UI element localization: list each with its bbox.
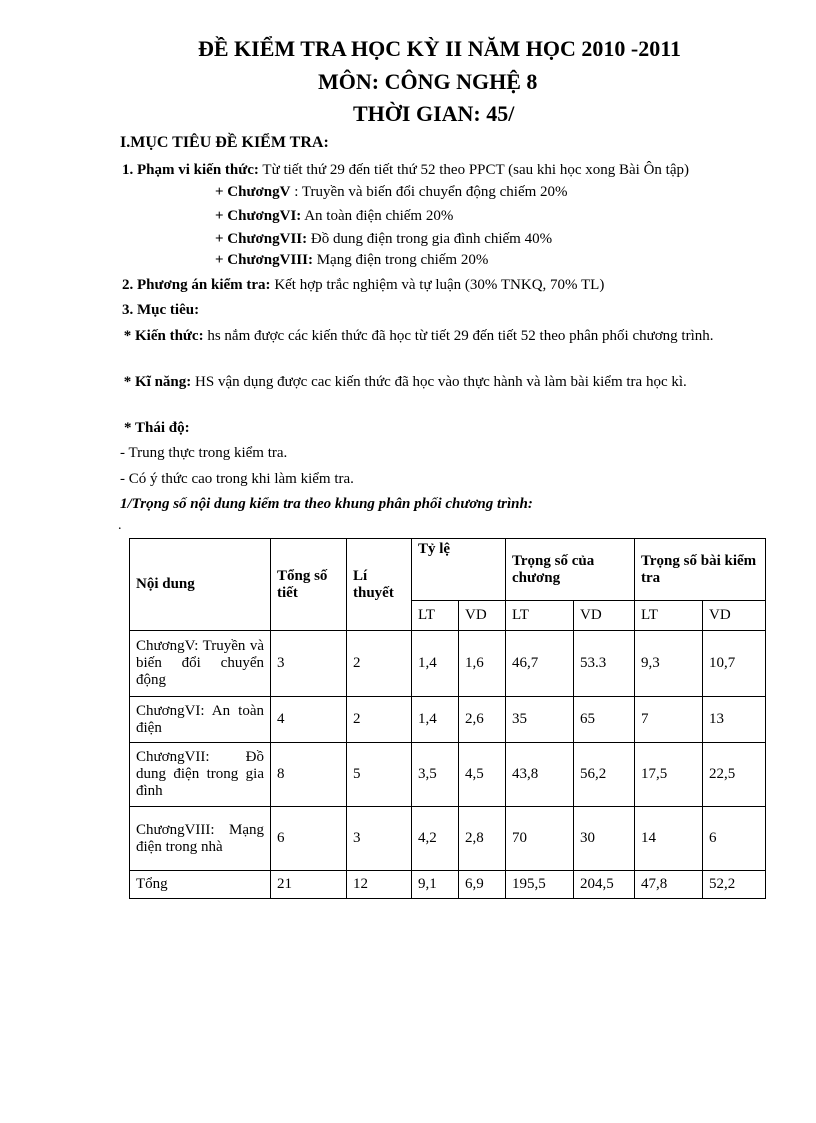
- row-cell: 46,7: [506, 631, 574, 697]
- header-vd: VD: [574, 601, 635, 631]
- scope-label: 1. Phạm vi kiến thức:: [122, 162, 259, 178]
- row-cell: 3: [271, 631, 347, 697]
- table-row: [130, 871, 766, 899]
- skills-label: * Kĩ năng:: [123, 374, 192, 390]
- row-cell: 1,4: [412, 631, 459, 697]
- skills-text: HS vận dụng được cac kiến thức đã học vào thực hành và làm bài kiểm tra học kì.: [191, 374, 687, 390]
- table-row: [130, 631, 766, 697]
- chapter6-text: An toàn điện chiếm 20%: [301, 208, 454, 224]
- header-tong-so: Tổng số tiết: [271, 539, 347, 631]
- chapter5-text: : Truyền và biến đổi chuyển động chiếm 20%: [290, 184, 568, 200]
- row-cell: 2,8: [459, 807, 506, 871]
- method-text: Kết hợp trắc nghiệm và tự luận (30% TNKQ, 70% TL): [270, 277, 605, 293]
- row-name: ChươngVI: An toàn điện: [130, 697, 271, 743]
- row-cell: 13: [703, 697, 766, 743]
- header-trong-so-chuong: Trọng số của chương: [506, 539, 635, 601]
- row-cell: 35: [506, 697, 574, 743]
- header-vd: VD: [459, 601, 506, 631]
- header-lt: LT: [412, 601, 459, 631]
- row-cell: 195,5: [506, 871, 574, 899]
- chapter7-label: + ChươngVII:: [215, 231, 308, 247]
- knowledge-label: * Kiến thức:: [123, 328, 204, 344]
- scope-paragraph: [122, 160, 756, 180]
- skills-paragraph: [120, 372, 756, 392]
- row-cell: 56,2: [574, 743, 635, 807]
- row-cell: 47,8: [635, 871, 703, 899]
- row-cell: 4,5: [459, 743, 506, 807]
- row-cell: 9,1: [412, 871, 459, 899]
- chapter7-line: [215, 229, 552, 249]
- table-row: [130, 807, 766, 871]
- row-cell: 14: [635, 807, 703, 871]
- header-ty-le: Tỷ lệ: [412, 539, 506, 601]
- row-cell: 2,6: [459, 697, 506, 743]
- chapter8-line: [215, 250, 488, 270]
- row-cell: 53.3: [574, 631, 635, 697]
- row-cell: 8: [271, 743, 347, 807]
- row-cell: 5: [347, 743, 412, 807]
- header-lt: LT: [506, 601, 574, 631]
- chapter6-line: [215, 206, 453, 226]
- row-cell: 6: [271, 807, 347, 871]
- chapter5-label: + ChươngV: [215, 184, 291, 200]
- row-cell: 52,2: [703, 871, 766, 899]
- chapter7-text: Đồ dung điện trong gia đình chiếm 40%: [307, 231, 553, 247]
- method-label: 2. Phương án kiểm tra:: [122, 277, 271, 293]
- row-name: Tổng: [130, 871, 271, 899]
- row-cell: 43,8: [506, 743, 574, 807]
- row-cell: 7: [635, 697, 703, 743]
- doc-title-line3: THỜI GIAN: 45/: [353, 101, 515, 126]
- header-li-thuyet: Lí thuyết: [347, 539, 412, 631]
- subsection-title: 1/Trọng số nội dung kiểm tra theo khung phân phối chương trình:: [120, 496, 533, 512]
- row-cell: 6,9: [459, 871, 506, 899]
- chapter5-line: [215, 182, 568, 202]
- row-cell: 22,5: [703, 743, 766, 807]
- row-cell: 12: [347, 871, 412, 899]
- row-cell: 65: [574, 697, 635, 743]
- row-cell: 2: [347, 631, 412, 697]
- row-cell: 9,3: [635, 631, 703, 697]
- row-cell: 10,7: [703, 631, 766, 697]
- attitude-item-2: - Có ý thức cao trong khi làm kiểm tra.: [120, 471, 354, 487]
- objectives-heading: 3. Mục tiêu:: [122, 302, 200, 318]
- row-cell: 30: [574, 807, 635, 871]
- row-name: ChươngVII: Đồ dung điện trong gia đình: [130, 743, 271, 807]
- row-cell: 1,6: [459, 631, 506, 697]
- attitude-heading: * Thái độ:: [124, 420, 190, 436]
- knowledge-text: hs nắm được các kiến thức đã học từ tiết 29 đến tiết 52 theo phân phối chương trình.: [203, 328, 714, 344]
- scope-text: Từ tiết thứ 29 đến tiết thứ 52 theo PPCT (sau khi học xong Bài Ôn tập): [258, 162, 689, 178]
- chapter8-label: + ChươngVIII:: [215, 252, 313, 268]
- row-cell: 17,5: [635, 743, 703, 807]
- section-title: I.MỤC TIÊU ĐỀ KIỂM TRA:: [120, 134, 329, 151]
- stray-dot: .: [118, 518, 122, 533]
- doc-title-line2: MÔN: CÔNG NGHỆ 8: [318, 69, 538, 94]
- row-cell: 70: [506, 807, 574, 871]
- chapter8-text: Mạng điện trong chiếm 20%: [312, 252, 489, 268]
- doc-title-line1: ĐỀ KIỂM TRA HỌC KỲ II NĂM HỌC 2010 -2011: [198, 36, 682, 61]
- method-line: [122, 275, 604, 295]
- weight-table: [129, 538, 766, 899]
- row-cell: 204,5: [574, 871, 635, 899]
- row-name: ChươngV: Truyền và biến đổi chuyển động: [130, 631, 271, 697]
- header-vd: VD: [703, 601, 766, 631]
- row-name: ChươngVIII: Mạng điện trong nhà: [130, 807, 271, 871]
- row-cell: 4: [271, 697, 347, 743]
- table-row: [130, 697, 766, 743]
- row-cell: 1,4: [412, 697, 459, 743]
- row-cell: 21: [271, 871, 347, 899]
- row-cell: 4,2: [412, 807, 459, 871]
- row-cell: 3,5: [412, 743, 459, 807]
- knowledge-paragraph: [120, 326, 756, 346]
- attitude-item-1: - Trung thực trong kiểm tra.: [120, 445, 288, 461]
- table-row: [130, 743, 766, 807]
- header-lt: LT: [635, 601, 703, 631]
- header-noi-dung: Nội dung: [130, 539, 271, 631]
- row-cell: 2: [347, 697, 412, 743]
- row-cell: 6: [703, 807, 766, 871]
- chapter6-label: + ChươngVI:: [215, 208, 302, 224]
- header-trong-so-bai: Trọng số bài kiểm tra: [635, 539, 766, 601]
- row-cell: 3: [347, 807, 412, 871]
